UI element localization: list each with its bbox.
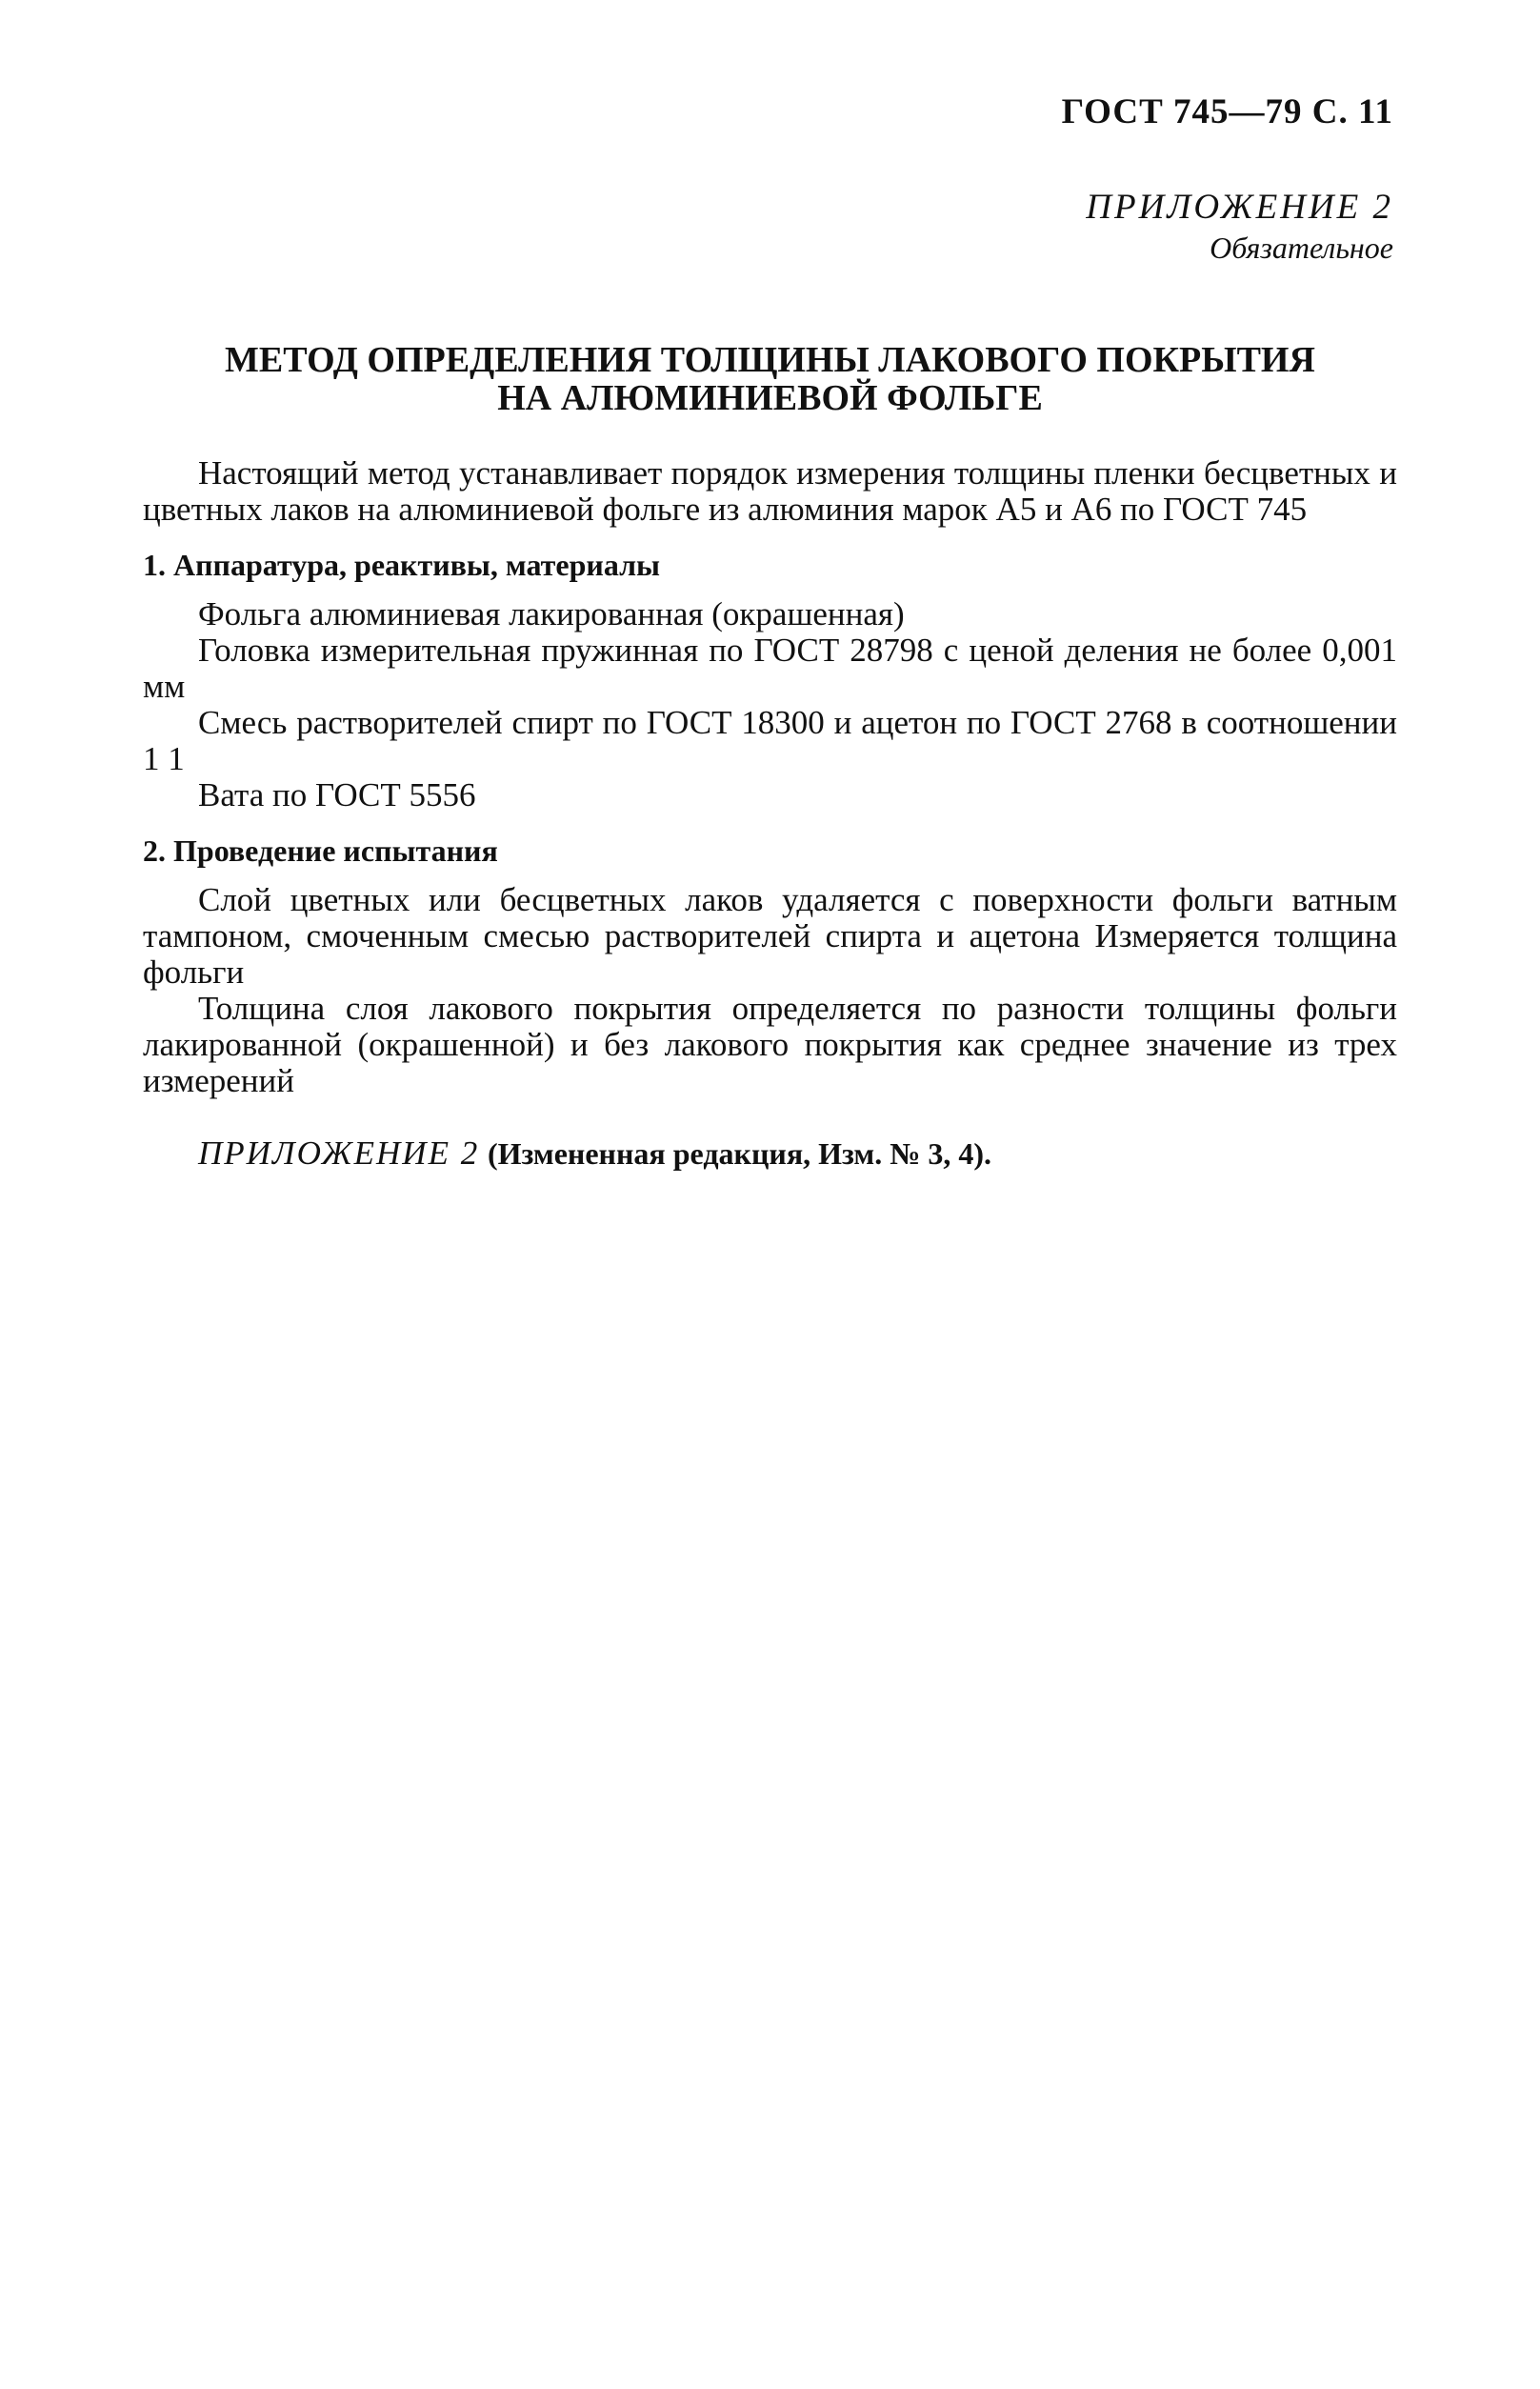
title-line-1: МЕТОД ОПРЕДЕЛЕНИЯ ТОЛЩИНЫ ЛАКОВОГО ПОКРЫТИЯ (225, 340, 1315, 380)
section-1-item: Фольга алюминиевая лакированная (окрашенная) (198, 595, 905, 632)
section-1-item: Головка измерительная пружинная по ГОСТ 28798 с ценой деления не более 0,001 мм (143, 632, 1397, 705)
appendix-title: ПРИЛОЖЕНИЕ 2 (1086, 188, 1393, 227)
section-1-item: Вата по ГОСТ 5556 (198, 776, 476, 813)
appendix-label (1086, 187, 1393, 267)
appendix-status: Обязательное (1210, 231, 1393, 265)
amendment-note (143, 1135, 1397, 1172)
document-body (143, 455, 1397, 1172)
amendment-note-appendix: ПРИЛОЖЕНИЕ 2 (198, 1134, 480, 1172)
page-header-code: ГОСТ 745—79 С. 11 (1061, 92, 1393, 131)
section-1-title: 1. Аппаратура, реактивы, материалы (143, 548, 661, 582)
section-2-paragraph: Толщина слоя лакового покрытия определяется по разности толщины фольги лакированной (окрашенной) и без лакового покрытия как среднее значение из трех измерений (143, 990, 1397, 1099)
section-2-paragraph: Слой цветных или бесцветных лаков удаляется с поверхности фольги ватным тампоном, смоченным смесью растворителей спирта и ацетона Измеряется толщина фольги (143, 881, 1397, 991)
section-1-item: Смесь растворителей спирт по ГОСТ 18300 и ацетон по ГОСТ 2768 в соотношении 1 1 (143, 704, 1397, 777)
document-title (143, 341, 1397, 417)
amendment-note-text: (Измененная редакция, Изм. № 3, 4). (487, 1136, 992, 1171)
title-line-2: НА АЛЮМИНИЕВОЙ ФОЛЬГЕ (497, 378, 1043, 418)
section-2-title: 2. Проведение испытания (143, 833, 498, 868)
intro-paragraph: Настоящий метод устанавливает порядок измерения толщины пленки бесцветных и цветных лаков на алюминиевой фольге из алюминия марок А5 и А6 по ГОСТ 745 (143, 454, 1397, 528)
